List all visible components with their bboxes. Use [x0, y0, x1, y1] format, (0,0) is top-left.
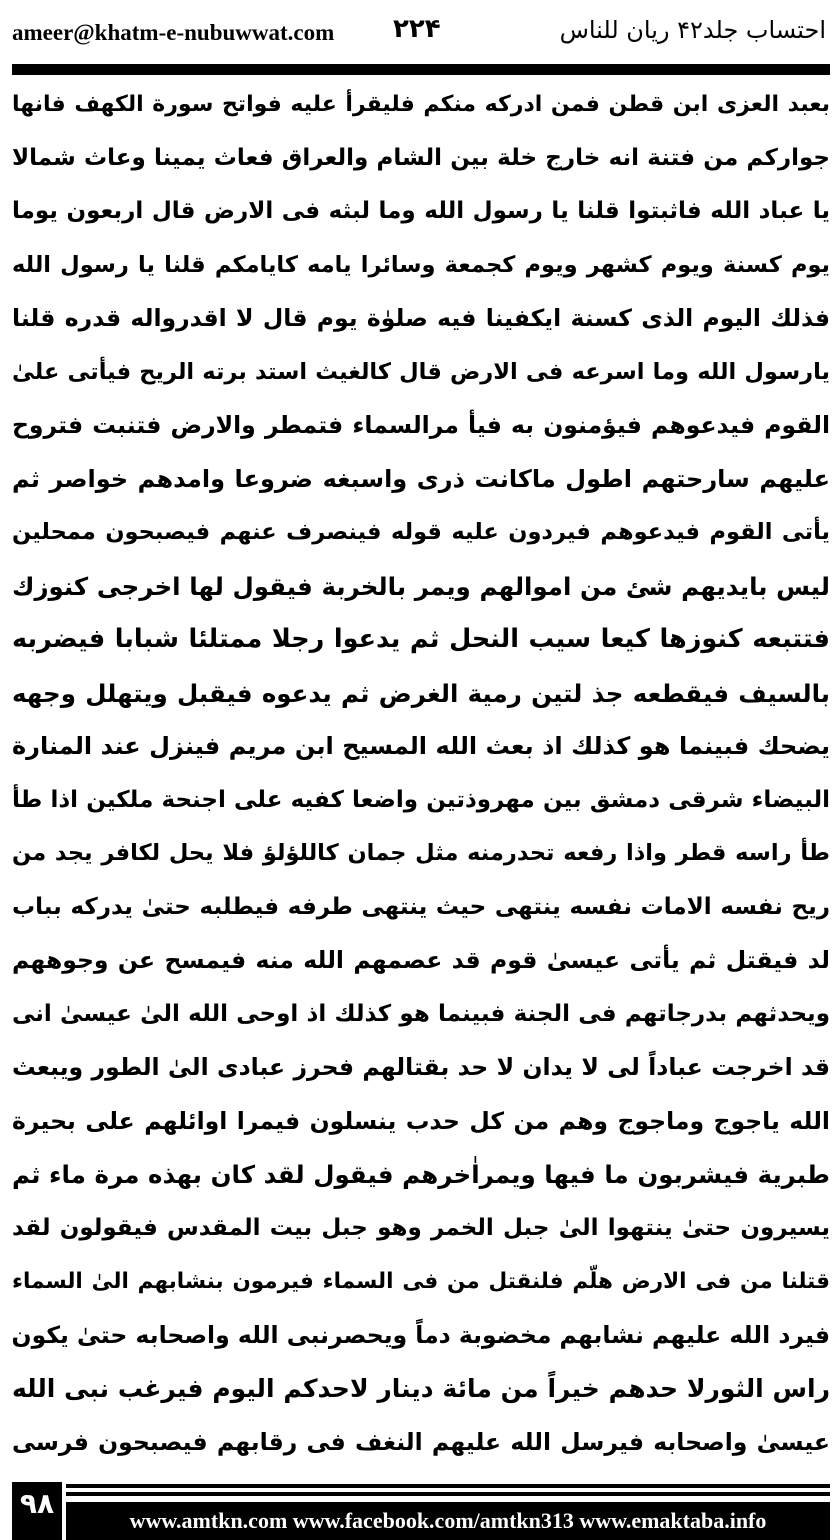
header-rule	[12, 64, 830, 75]
text-line: عيسىٰ واصحابه فيرسل الله عليهم النغف فى رقابهم فيصبحون فرسى	[12, 1427, 830, 1456]
text-line: عليهم سارحتهم اطول ماكانت ذرى واسبغه ضروعا وامدهم خواصر ثم	[12, 464, 830, 493]
text-line: راس الثورلا حدهم خيراً من مائة دينار لاحدكم اليوم فيرغب نبى الله	[12, 1374, 830, 1403]
text-line: قتلنا من فى الارض هلّم فلنقتل من فى السماء فيرمون بنشابهم الىٰ السماء	[12, 1269, 830, 1294]
text-line: بالسيف فيقطعه جذ لتين رمية الغرض ثم يدعوه فيقبل ويتهلل وجهه	[12, 678, 830, 708]
body-text	[12, 78, 830, 1469]
text-line: يضحك فبينما هو كذلك اذ بعث الله المسيح ابن مريم فينزل عند المنارة	[12, 732, 830, 760]
text-line: طأ راسه قطر واذا رفعه تحدرمنه مثل جمان كاللؤلؤ فلا يحل لكافر يجد من	[12, 840, 830, 866]
header-email: ameer@khatm-e-nubuwwat.com	[12, 20, 335, 45]
text-line: قد اخرجت عباداً لى لا يدان لا حد بقتالهم فحرز عبادى الىٰ الطور ويبعث	[12, 1053, 830, 1081]
text-line: فيرد الله عليهم نشابهم مخضوبة دماً ويحصرنبى الله واصحابه حتىٰ يكون	[12, 1320, 830, 1349]
text-line: القوم فيدعوهم فيؤمنون به فيأ مرالسماء فتمطر والارض فتنبت فتروح	[12, 411, 830, 439]
book-title: احتساب جلد۴۲ ریان للناس	[559, 16, 826, 44]
text-line: يوم كسنة ويوم كشهر ويوم كجمعة وسائرا يامه كايامكم قلنا يا رسول الله	[12, 251, 830, 278]
text-line: جواركم من فتنة انه خارج خلة بين الشام والعراق فعاث يمينا وعاث شمالا	[12, 144, 830, 171]
footer-links: www.amtkn.com www.facebook.com/amtkn313 www.emaktaba.info	[66, 1502, 830, 1540]
text-line: لد فيقتل ثم يأتى عيسىٰ قوم قد عصمهم الله منه فيمسح عن وجوههم	[12, 946, 830, 974]
text-line: فذلك اليوم الذى كسنة ايكفينا فيه صلوٰة يوم قال لا اقدرواله قدره قلنا	[12, 304, 830, 332]
text-line: الله ياجوج وماجوج وهم من كل حدب ينسلون فيمرا اوائلهم على بحيرة	[12, 1106, 830, 1135]
text-line: يارسول الله وما اسرعه فى الارض قال كالغيث استد برته الريح فيأتى علىٰ	[12, 358, 830, 385]
footer-rule	[66, 1484, 830, 1488]
text-line: بعبد العزى ابن قطن فمن ادركه منكم فليقرأ عليه فواتح سورة الكهف فانها	[12, 92, 830, 117]
footer-rule	[66, 1492, 830, 1496]
page-header	[0, 0, 840, 62]
text-line: طبرية فيشربون ما فيها ويمراٰخرهم فيقول لقد كان بهذه مرة ماء ثم	[12, 1160, 830, 1189]
text-line: ليس بايديهم شئ من اموالهم ويمر بالخربة فيقول لها اخرجى كنوزك	[12, 571, 830, 601]
page-number: ۲۲۴	[393, 14, 441, 44]
text-line: فتتبعه كنوزها كيعا سيب النحل ثم يدعوا رجلا ممتلئا شبابا فيضربه	[12, 624, 830, 654]
text-line: ريح نفسه الامات نفسه ينتهى حيث ينتهى طرفه فيطلبه حتىٰ يدركه بباب	[12, 893, 830, 920]
text-line: يسيرون حتىٰ ينتهوا الىٰ جبل الخمر وهو جبل بيت المقدس فيقولون لقد	[12, 1214, 830, 1241]
footer-section-number: ۹۸	[12, 1482, 62, 1540]
text-line: يأتى القوم فيدعوهم فيردون عليه قوله فينصرف عنهم فيصبحون ممحلين	[12, 519, 830, 545]
text-line: البيضاء شرقى دمشق بين مهروذتين واضعا كفيه على اجنحة ملكين اذا طأ	[12, 786, 830, 813]
text-line: يا عباد الله فاثبتوا قلنا يا رسول الله وما لبثه فى الارض قال اربعون يوما	[12, 198, 830, 224]
text-line: ويحدثهم بدرجاتهم فى الجنة فبينما هو كذلك اذ اوحى الله الىٰ عيسىٰ انى	[12, 1000, 830, 1027]
